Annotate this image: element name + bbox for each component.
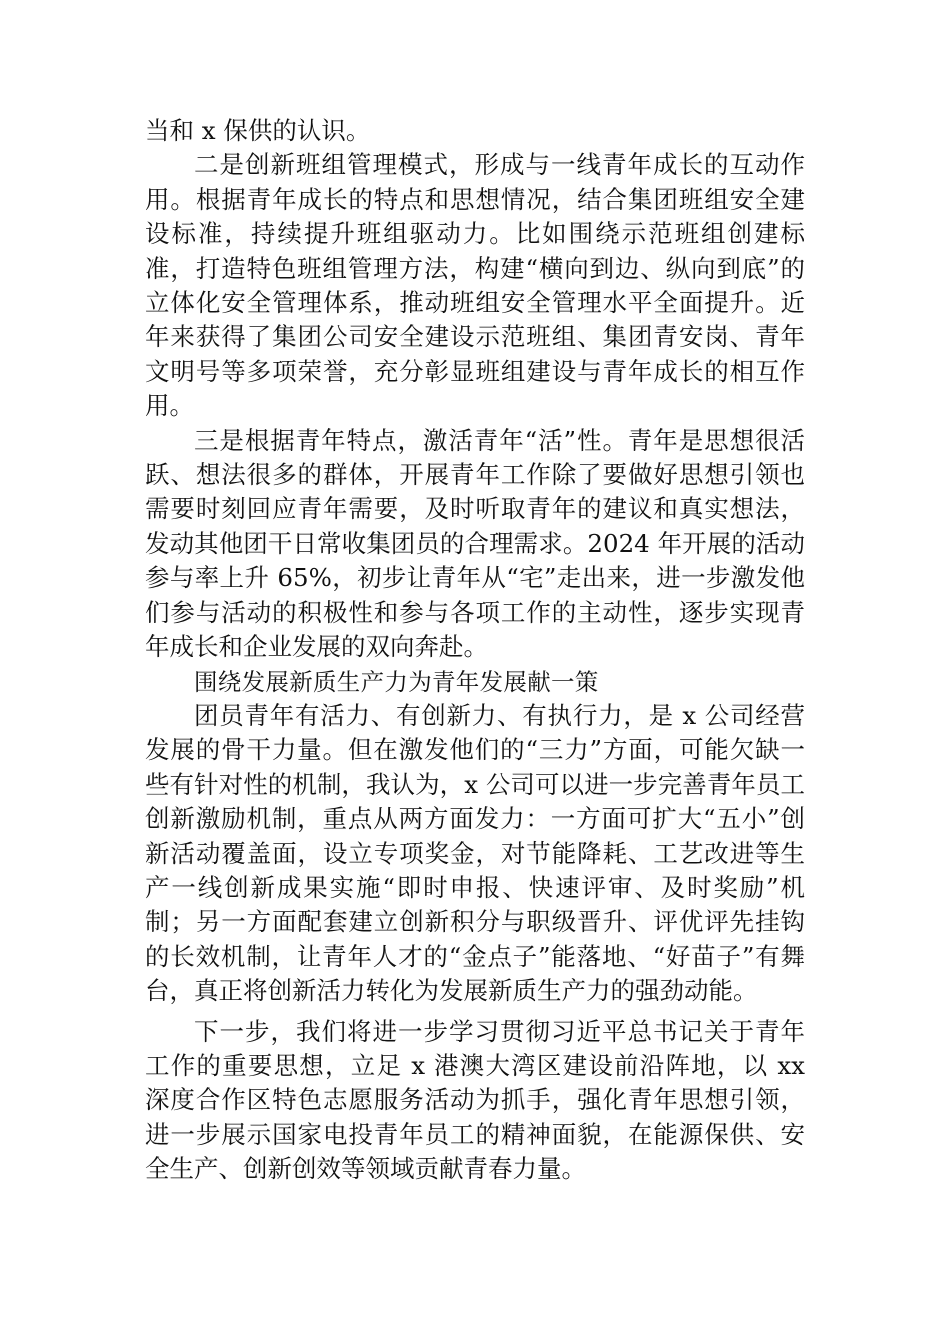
- paragraph-continuation: 当和 x 保供的认识。: [145, 116, 371, 145]
- section-heading: 围绕发展新质生产力为青年发展献一策: [194, 667, 599, 696]
- paragraph-youth-activation: 三是根据青年特点，激活青年“活”性。青年是思想很活跃、想法很多的群体，开展青年工作除了要做好思想引领也需要时刻回应青年需要，及时听取青年的建议和真实想法，发动其他团干日常收集团员的合理需求。2024 年开展的活动参与率上升 65%，初步让青年从“宅”走出来，进一步激发他们参与活动的积极性和参与各项工作的主动性，逐步实现青年成长和企业发展的双向奔赴。: [145, 425, 805, 662]
- paragraph-team-management: 二是创新班组管理模式，形成与一线青年成长的互动作用。根据青年成长的特点和思想情况，结合集团班组安全建设标准，持续提升班组驱动力。比如围绕示范班组创建标准，打造特色班组管理方法，构建“横向到边、纵向到底”的立体化安全管理体系，推动班组安全管理水平全面提升。近年来获得了集团公司安全建设示范班组、集团青安岗、青年文明号等多项荣誉，充分彰显班组建设与青年成长的相互作用。: [145, 150, 805, 421]
- paragraph-innovation-mechanism: 团员青年有活力、有创新力、有执行力，是 x 公司经营发展的骨干力量。但在激发他们的“三力”方面，可能欠缺一些有针对性的机制，我认为，x 公司可以进一步完善青年员工创新激励机制，重点从两方面发力：一方面可扩大“五小”创新活动覆盖面，设立专项奖金，对节能降耗、工艺改进等生产一线创新成果实施“即时申报、快速评审、及时奖励”机制；另一方面配套建立创新积分与职级晋升、评优评先挂钩的长效机制，让青年人才的“金点子”能落地、“好苗子”有舞台，真正将创新活力转化为发展新质生产力的强劲动能。: [145, 700, 805, 1006]
- document-body: [145, 114, 805, 1187]
- paragraph-next-steps: 下一步，我们将进一步学习贯彻习近平总书记关于青年工作的重要思想，立足 x 港澳大湾区建设前沿阵地，以 xx 深度合作区特色志愿服务活动为抓手，强化青年思想引领，进一步展示国家电投青年员工的精神面貌，在能源保供、安全生产、创新创效等领域贡献青春力量。: [145, 1016, 805, 1184]
